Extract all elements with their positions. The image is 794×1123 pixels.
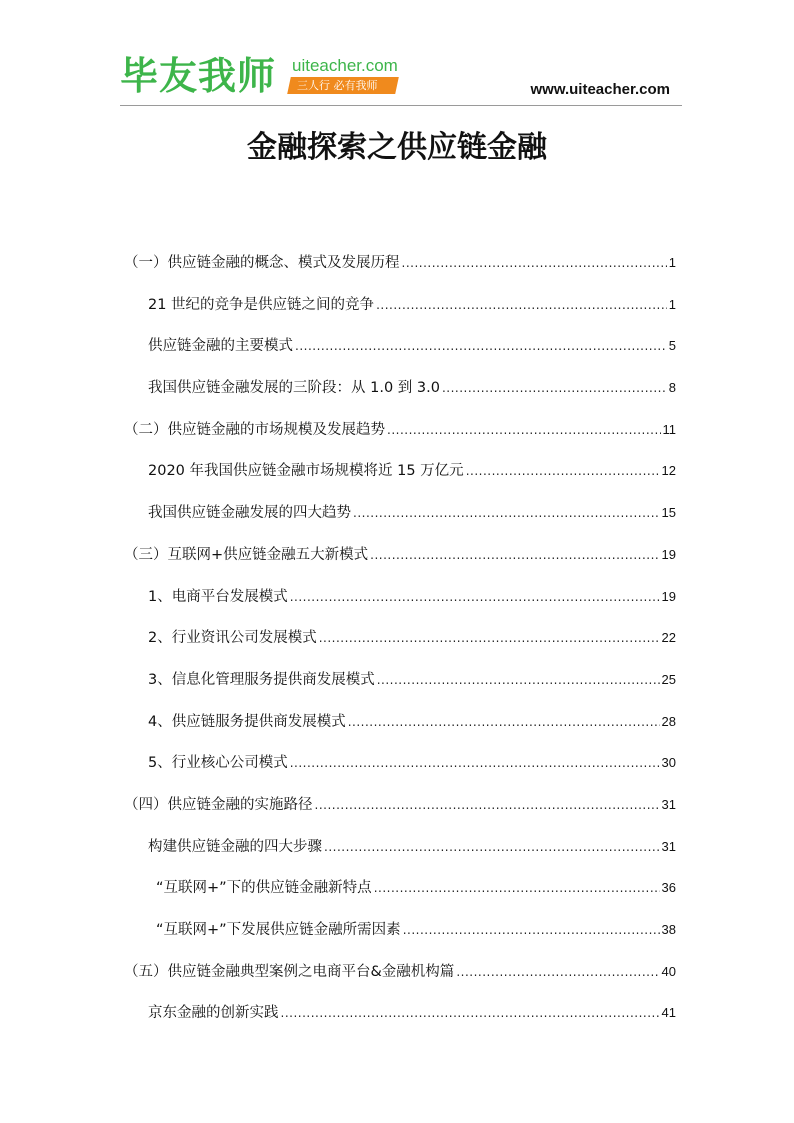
toc-page-number: 8 (668, 380, 676, 396)
toc-entry[interactable] (124, 626, 676, 668)
toc-entry[interactable] (124, 710, 676, 752)
toc-page-number: 41 (661, 1005, 676, 1021)
toc-entry[interactable] (124, 501, 676, 543)
toc-dot-leader (290, 585, 660, 609)
toc-dot-leader (324, 835, 660, 859)
toc-entry[interactable] (124, 418, 676, 460)
toc-dot-leader (374, 876, 660, 900)
toc-entry-title: （三）互联网+供应链金融五大新模式 (124, 546, 369, 563)
toc-entry[interactable] (124, 876, 676, 918)
toc-entry-title: 我国供应链金融发展的四大趋势 (148, 505, 351, 522)
toc-page-number: 31 (661, 838, 676, 854)
toc-page-number: 1 (668, 296, 676, 312)
toc-page-number: 30 (661, 755, 676, 771)
toc-entry[interactable] (124, 793, 676, 835)
toc-entry-title: 4、供应链服务提供商发展模式 (148, 713, 346, 730)
toc-entry-title: 京东金融的创新实践 (148, 1005, 279, 1022)
toc-entry-title: 3、信息化管理服务提供商发展模式 (148, 671, 375, 688)
toc-dot-leader (319, 626, 660, 650)
toc-entry-title: 我国供应链金融发展的三阶段：从 1.0 到 3.0 (148, 380, 440, 397)
toc-entry[interactable] (124, 459, 676, 501)
toc-dot-leader (315, 793, 660, 817)
brand-tagline-badge (287, 77, 399, 94)
toc-entry[interactable] (124, 1001, 676, 1043)
toc-entry[interactable] (124, 585, 676, 627)
toc-dot-leader (402, 251, 667, 275)
toc-entry[interactable] (124, 251, 676, 293)
toc-dot-leader (353, 501, 660, 525)
toc-page-number: 22 (661, 630, 676, 646)
toc-dot-leader (387, 418, 661, 442)
brand-tagline: 三人行 必有我师 (297, 79, 378, 92)
toc-page-number: 15 (661, 505, 676, 521)
toc-dot-leader (290, 751, 660, 775)
toc-entry-title: 2、行业资讯公司发展模式 (148, 630, 317, 647)
brand-logo-url: uiteacher.com (292, 56, 398, 75)
toc-entry-title: 5、行业核心公司模式 (148, 755, 288, 772)
toc-page-number: 38 (661, 922, 676, 937)
toc-page-number: 31 (661, 796, 676, 812)
toc-dot-leader (403, 918, 660, 942)
toc-dot-leader (370, 543, 659, 567)
brand-logo-text: 毕友我师 (120, 54, 277, 98)
toc-entry-title: “互联网+”下的供应链金融新特点 (156, 880, 372, 897)
table-of-contents (124, 251, 676, 1043)
toc-dot-leader (456, 960, 659, 984)
toc-dot-leader (295, 334, 667, 358)
toc-entry[interactable] (124, 751, 676, 793)
toc-page-number: 40 (661, 963, 676, 979)
toc-entry-title: 供应链金融的主要模式 (148, 338, 293, 355)
toc-entry[interactable] (124, 668, 676, 710)
toc-entry[interactable] (124, 543, 676, 585)
toc-entry-title: （四）供应链金融的实施路径 (124, 796, 313, 813)
toc-dot-leader (377, 668, 660, 692)
toc-page-number: 5 (668, 338, 676, 354)
toc-entry-title: 21 世纪的竞争是供应链之间的竞争 (148, 296, 375, 313)
toc-page-number: 19 (661, 588, 676, 604)
toc-page-number: 11 (662, 421, 676, 437)
toc-dot-leader (348, 710, 660, 734)
toc-entry-title: （五）供应链金融典型案例之电商平台&金融机构篇 (124, 963, 455, 980)
toc-page-number: 25 (661, 671, 676, 687)
toc-entry[interactable] (124, 835, 676, 877)
toc-page-number: 36 (661, 880, 676, 896)
toc-entry-title: （一）供应链金融的概念、模式及发展历程 (124, 255, 400, 271)
toc-page-number: 12 (661, 463, 676, 479)
toc-entry-title: “互联网+”下发展供应链金融所需因素 (156, 922, 401, 938)
toc-entry[interactable] (124, 960, 676, 1002)
toc-entry[interactable] (124, 293, 676, 335)
site-url: www.uiteacher.com (530, 81, 670, 98)
document-title: 金融探索之供应链金融 (247, 130, 547, 165)
toc-entry-title: 2020 年我国供应链金融市场规模将近 15 万亿元 (148, 463, 464, 480)
toc-page-number: 28 (661, 713, 676, 729)
toc-entry[interactable] (124, 376, 676, 418)
toc-dot-leader (376, 293, 667, 317)
toc-entry-title: （二）供应链金融的市场规模及发展趋势 (124, 421, 385, 438)
toc-page-number: 1 (668, 255, 676, 270)
page-header (120, 50, 682, 106)
toc-entry-title: 1、电商平台发展模式 (148, 588, 288, 605)
toc-dot-leader (442, 376, 667, 400)
toc-entry-title: 构建供应链金融的四大步骤 (148, 838, 322, 855)
toc-dot-leader (281, 1001, 660, 1025)
toc-entry[interactable] (124, 918, 676, 960)
toc-page-number: 19 (661, 546, 676, 562)
toc-entry[interactable] (124, 334, 676, 376)
toc-dot-leader (466, 459, 660, 483)
